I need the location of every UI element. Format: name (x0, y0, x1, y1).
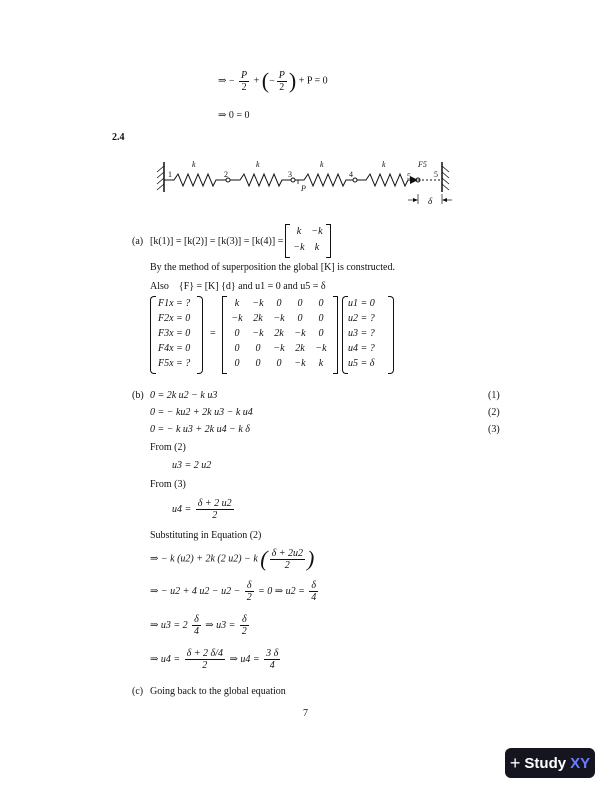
u4-equation: u4 = $\frac{\delta + 2 u2}{2}$ (172, 498, 232, 521)
K-matrix-cell: 0 (255, 343, 261, 354)
K-matrix-cell: −k (294, 358, 306, 369)
K-matrix-cell: 0 (234, 328, 240, 339)
K-matrix-cell: k (234, 298, 240, 309)
K-matrix-cell: 2k (253, 313, 263, 324)
equals-sign: = (210, 328, 216, 339)
u-vector-2: u3 = ? (348, 328, 375, 339)
equation-1-number: (1) (488, 390, 500, 401)
node-label-1: 1 (168, 170, 172, 179)
F-vector-0: F1x = ? (158, 298, 191, 309)
part-c-label: (c) (132, 686, 144, 697)
u-vector-4: u5 = δ (348, 358, 375, 369)
plus-icon: + (509, 752, 521, 773)
K-matrix-cell: 2k (274, 328, 284, 339)
F-vector-4: F5x = ? (158, 358, 191, 369)
K-matrix-cell: 0 (318, 328, 324, 339)
part-c-text: Going back to the global equation (150, 686, 286, 697)
spring-label-k2: k (256, 160, 260, 169)
K-matrix-cell: 0 (234, 343, 240, 354)
node-label-2: 2 (224, 170, 228, 179)
section-number: 2.4 (112, 132, 125, 143)
substitution-step-2: ⇒ − u2 + 4 u2 − u2 − $\frac{\delta}{2}$ = 0 ⇒ u2 = $\frac{\delta}{4}$ (150, 580, 317, 603)
K-matrix-cell: −k (315, 343, 327, 354)
global-system (150, 296, 410, 374)
page-number: 7 (303, 708, 308, 719)
K-matrix-cell: −k (294, 328, 306, 339)
u-vector-1: u2 = ? (348, 313, 375, 324)
equation-2: 0 = − ku2 + 2k u3 − k u4 (150, 407, 253, 418)
substitution-step-1: ⇒ − k (u2) + 2k (2 u2) − k ( $\frac{\delta + 2u2}{2}$ ) (150, 546, 315, 571)
spring-2 (228, 174, 293, 186)
top-equation-2: ⇒ 0 = 0 (218, 110, 250, 121)
K-matrix-cell: 0 (255, 358, 261, 369)
F-vector-1: F2x = 0 (158, 313, 191, 324)
equation-3: 0 = − k u3 + 2k u4 − k δ (150, 424, 250, 435)
K-matrix-cell: 0 (297, 298, 303, 309)
K-matrix-cell: −k (252, 328, 264, 339)
K-matrix-cell: 0 (276, 358, 282, 369)
load-label-P: P (301, 184, 306, 193)
node-label-5a: 5 (407, 172, 411, 181)
spring-1 (164, 174, 228, 186)
element-stiffness-lhs: [k(1)] = [k(2)] = [k(3)] = [k(4)] = (150, 236, 284, 247)
substitution-step-4: ⇒ u4 = $\frac{\delta + 2 \delta/4}{2}$ ⇒ u4 = $\frac{3 \delta}{4}$ (150, 648, 279, 671)
K-matrix-cell: 0 (234, 358, 240, 369)
equation-3-number: (3) (488, 424, 500, 435)
K-matrix-cell: −k (252, 298, 264, 309)
node-label-4: 4 (349, 170, 353, 179)
spring-label-k4: k (382, 160, 386, 169)
equation-1: 0 = 2k u2 − k u3 (150, 390, 218, 401)
from-2: From (2) (150, 442, 186, 453)
top-equation-1: ⇒ − $\frac{P}{2}$ + (− $\frac{P}{2}$ ) + P = 0 (218, 68, 328, 93)
u3-equation: u3 = 2 u2 (172, 460, 212, 471)
part-a-label: (a) (132, 236, 144, 247)
F-vector-3: F4x = 0 (158, 343, 191, 354)
node-label-5b: 5 (434, 170, 438, 179)
K-matrix-cell: 0 (318, 298, 324, 309)
K-matrix-cell: 0 (276, 298, 282, 309)
u-vector-0: u1 = 0 (348, 298, 375, 309)
studyxy-logo: + Study XY (505, 748, 595, 778)
node-label-3: 3 (288, 170, 292, 179)
K-matrix-cell: 0 (318, 313, 324, 324)
substituting-text: Substituting in Equation (2) (150, 530, 262, 541)
superposition-text: By the method of superposition the global [K] is constructed. (150, 262, 395, 273)
K-matrix-cell: −k (273, 343, 285, 354)
K-matrix-cell: k (318, 358, 324, 369)
part-b-label: (b) (132, 390, 144, 401)
K-matrix-cell: −k (273, 313, 285, 324)
element-stiffness-matrix: k −k −k k (285, 224, 331, 258)
spring-label-k3: k (320, 160, 324, 169)
u-vector-3: u4 = ? (348, 343, 375, 354)
spring-label-k1: k (192, 160, 196, 169)
K-matrix-cell: 0 (297, 313, 303, 324)
equation-2-number: (2) (488, 407, 500, 418)
from-3: From (3) (150, 479, 186, 490)
substitution-step-3: ⇒ u3 = 2 $\frac{\delta}{4}$ ⇒ u3 = $\frac{\delta}{2}$ (150, 614, 247, 637)
K-matrix-cell: 2k (295, 343, 305, 354)
also-text: Also {F} = [K] {d} and u1 = 0 and u5 = δ (150, 281, 326, 292)
force-label-F5: F5 (418, 160, 427, 169)
F-vector-2: F3x = 0 (158, 328, 191, 339)
delta-label: δ (428, 196, 433, 206)
K-matrix-cell: −k (231, 313, 243, 324)
